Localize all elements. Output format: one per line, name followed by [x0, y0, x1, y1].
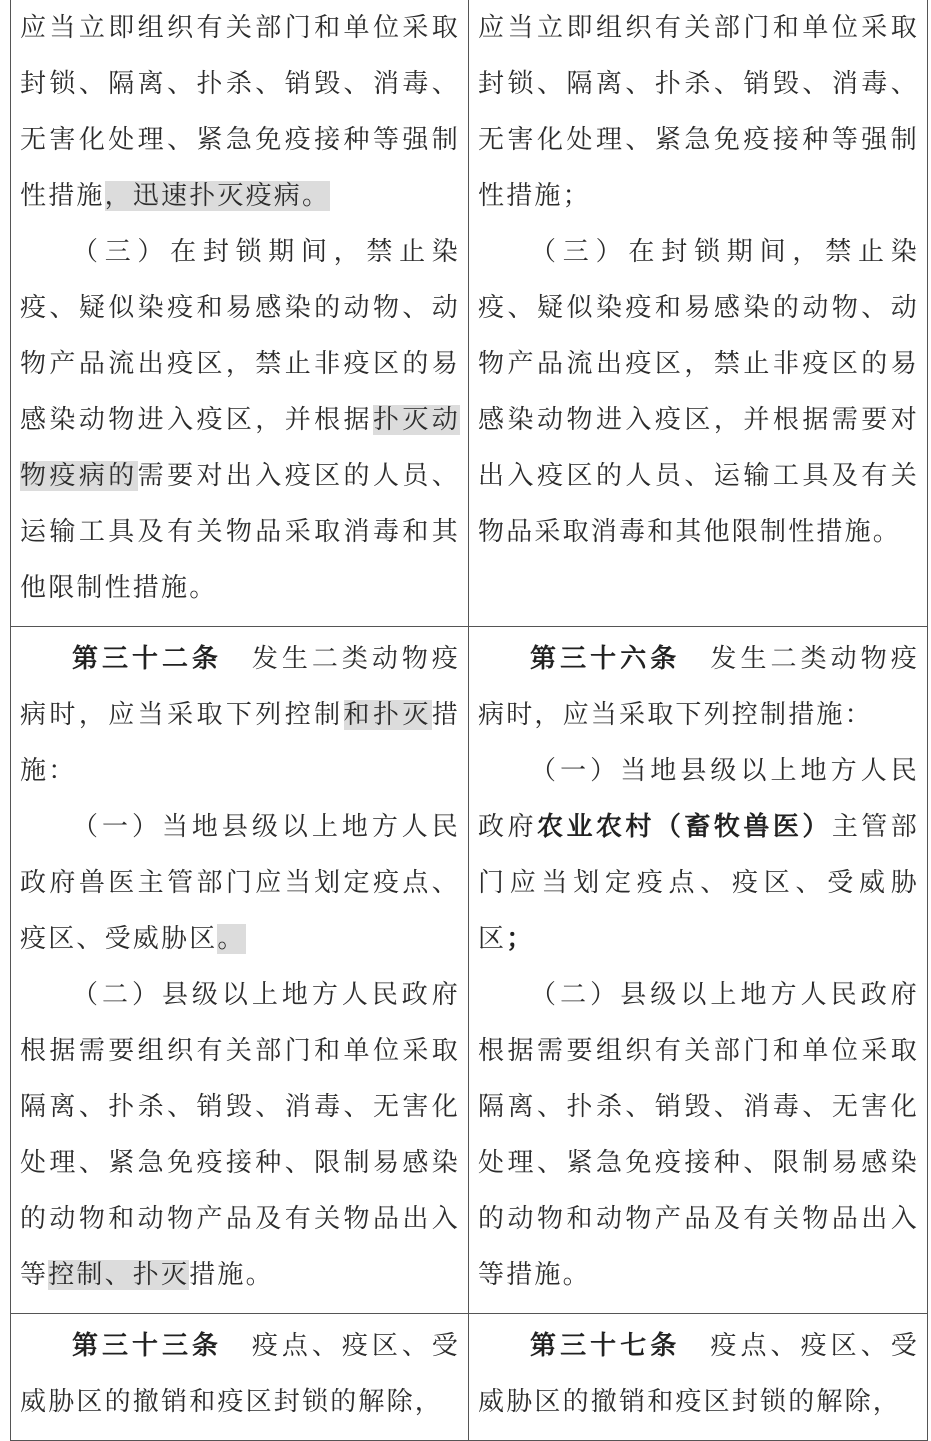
paragraph: [20, 631, 460, 799]
paragraph: [20, 224, 460, 616]
article-number: 第三十六条: [530, 644, 681, 674]
text-segment: 发生二类动物疫病时，应当采取下列控制措施：: [478, 644, 919, 730]
text-segment: 措施。: [189, 1260, 274, 1290]
paragraph: [478, 743, 919, 967]
text-segment: 措施：: [20, 700, 460, 786]
text-segment: 发生二类动物疫病时，应当采取下列控制: [20, 644, 460, 730]
article-number: 第三十三条: [72, 1331, 222, 1361]
old-text-cell: [11, 1314, 469, 1441]
article-number: 第三十二条: [72, 644, 222, 674]
table-row: [11, 627, 928, 1314]
paragraph: [20, 1318, 460, 1430]
text-segment: （一）当地县级以上地方人民政府: [478, 756, 919, 842]
text-segment: （二）县级以上地方人民政府根据需要组织有关部门和单位采取隔离、扑杀、销毁、消毒、无害化处理、紧急免疫接种、限制易感染的动物和动物产品及有关物品出入等: [20, 980, 460, 1290]
paragraph: [478, 631, 919, 743]
paragraph: [20, 967, 460, 1303]
paragraph: [20, 0, 460, 224]
paragraph: [20, 799, 460, 967]
paragraph: 应当立即组织有关部门和单位采取封锁、隔离、扑杀、销毁、消毒、无害化处理、紧急免疫接种等强制性措施；: [478, 13, 919, 211]
old-text-cell: [11, 627, 469, 1314]
text-segment: 需要对出入疫区的人员、运输工具及有关物品采取消毒和其他限制性措施。: [20, 461, 460, 603]
highlighted-change: 控制、扑灭: [48, 1260, 190, 1290]
paragraph: [478, 1318, 919, 1430]
new-text-cell: [469, 1314, 928, 1441]
bold-change: 农业农村（畜牧兽医）: [536, 812, 832, 842]
paragraph: （二）县级以上地方人民政府根据需要组织有关部门和单位采取隔离、扑杀、销毁、消毒、无害化处理、紧急免疫接种、限制易感染的动物和动物产品及有关物品出入等措施。: [478, 980, 919, 1290]
text-segment: （一）当地县级以上地方人民政府兽医主管部门应当划定疫点、疫区、受威胁区: [20, 812, 460, 954]
highlighted-change: 扑灭动物疫病的: [20, 405, 460, 491]
bold-change: ；: [506, 924, 535, 954]
paragraph: （三）在封锁期间，禁止染疫、疑似染疫和易感染的动物、动物产品流出疫区，禁止非疫区的易感染动物进入疫区，并根据需要对出入疫区的人员、运输工具及有关物品采取消毒和其他限制性措施。: [478, 237, 919, 547]
text-segment: 主管部门应当划定疫点、疫区、受威胁区: [478, 812, 919, 954]
text-segment: 应当立即组织有关部门和单位采取封锁、隔离、扑杀、销毁、消毒、无害化处理、紧急免疫接种等强制性措施: [20, 13, 460, 211]
highlighted-change: ，迅速扑灭疫病。: [104, 181, 331, 211]
highlighted-change: 。: [217, 924, 246, 954]
table-row: [11, 1314, 928, 1441]
article-number: 第三十七条: [530, 1331, 681, 1361]
old-text-cell: [11, 0, 469, 627]
text-segment: 疫点、疫区、受威胁区的撤销和疫区封锁的解除，: [478, 1331, 919, 1417]
new-text-cell: [469, 0, 928, 627]
new-text-cell: [469, 627, 928, 1314]
text-segment: 疫点、疫区、受威胁区的撤销和疫区封锁的解除，: [20, 1331, 460, 1417]
highlighted-change: 和扑灭: [343, 700, 432, 730]
table-row: [11, 0, 928, 627]
text-segment: （三）在封锁期间，禁止染疫、疑似染疫和易感染的动物、动物产品流出疫区，禁止非疫区的易感染动物进入疫区，并根据: [20, 237, 460, 435]
law-comparison-table: [10, 0, 928, 1441]
